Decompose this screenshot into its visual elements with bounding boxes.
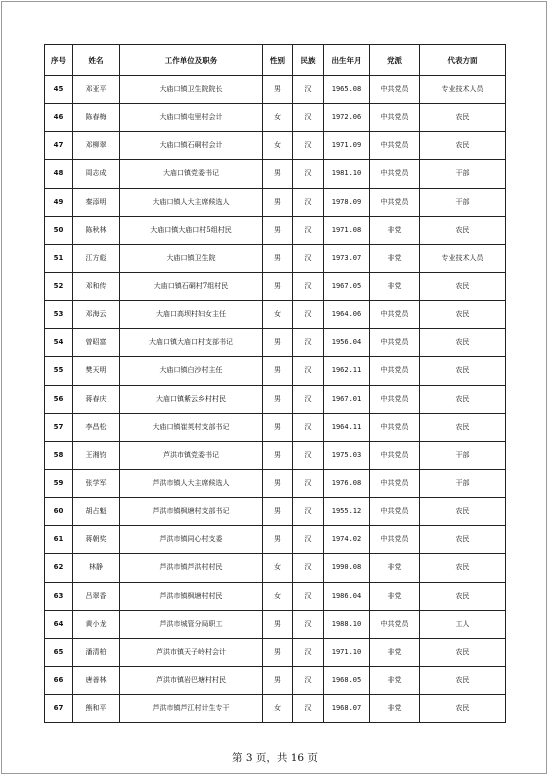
cell-dob: 1968.05 — [324, 666, 370, 694]
cell-name: 周志成 — [73, 160, 120, 188]
cell-gender: 男 — [263, 244, 293, 272]
cell-gender: 男 — [263, 469, 293, 497]
cell-seq: 46 — [45, 104, 73, 132]
cell-name: 李昌松 — [73, 413, 120, 441]
cell-name: 蒋朝奖 — [73, 526, 120, 554]
cell-party: 非党 — [370, 666, 420, 694]
header-dob: 出生年月 — [324, 45, 370, 76]
cell-party: 中共党员 — [370, 469, 420, 497]
cell-ethnicity: 汉 — [293, 329, 324, 357]
cell-seq: 45 — [45, 76, 73, 104]
cell-unit: 芦洪市镇芦洪村村民 — [120, 554, 263, 582]
cell-ethnicity: 汉 — [293, 498, 324, 526]
cell-gender: 女 — [263, 104, 293, 132]
cell-unit: 大庙口镇紫云乡村村民 — [120, 385, 263, 413]
header-seq: 序号 — [45, 45, 73, 76]
cell-unit: 芦洪市镇枫塘村村民 — [120, 582, 263, 610]
cell-dob: 1962.11 — [324, 357, 370, 385]
cell-party: 中共党员 — [370, 413, 420, 441]
cell-ethnicity: 汉 — [293, 695, 324, 723]
cell-ethnicity: 汉 — [293, 301, 324, 329]
cell-seq: 59 — [45, 469, 73, 497]
cell-unit: 大庙口高坝村妇女主任 — [120, 301, 263, 329]
table-row — [45, 610, 506, 638]
cell-dob: 1986.04 — [324, 582, 370, 610]
cell-name: 邓亚平 — [73, 76, 120, 104]
cell-seq: 50 — [45, 216, 73, 244]
cell-name: 胡占魁 — [73, 498, 120, 526]
cell-dob: 1955.12 — [324, 498, 370, 526]
table-row — [45, 132, 506, 160]
cell-dob: 1964.11 — [324, 413, 370, 441]
cell-sector: 干部 — [420, 188, 506, 216]
cell-party: 中共党员 — [370, 498, 420, 526]
cell-sector: 农民 — [420, 357, 506, 385]
table-row — [45, 498, 506, 526]
cell-ethnicity: 汉 — [293, 582, 324, 610]
cell-party: 中共党员 — [370, 160, 420, 188]
cell-party: 非党 — [370, 554, 420, 582]
cell-party: 中共党员 — [370, 357, 420, 385]
table-row — [45, 526, 506, 554]
header-gender: 性别 — [263, 45, 293, 76]
cell-gender: 女 — [263, 132, 293, 160]
cell-dob: 1978.09 — [324, 188, 370, 216]
cell-name: 王湘钧 — [73, 441, 120, 469]
table-row — [45, 216, 506, 244]
cell-ethnicity: 汉 — [293, 132, 324, 160]
header-name: 姓名 — [73, 45, 120, 76]
cell-unit: 大庙口镇屯里村会计 — [120, 104, 263, 132]
cell-party: 中共党员 — [370, 104, 420, 132]
cell-ethnicity: 汉 — [293, 188, 324, 216]
cell-party: 中共党员 — [370, 526, 420, 554]
cell-dob: 1965.08 — [324, 76, 370, 104]
cell-ethnicity: 汉 — [293, 76, 324, 104]
cell-unit: 大庙口镇大庙口村支部书记 — [120, 329, 263, 357]
cell-sector: 农民 — [420, 666, 506, 694]
cell-party: 中共党员 — [370, 188, 420, 216]
cell-ethnicity: 汉 — [293, 272, 324, 300]
cell-gender: 女 — [263, 554, 293, 582]
table-row — [45, 554, 506, 582]
cell-sector: 农民 — [420, 413, 506, 441]
cell-dob: 1975.03 — [324, 441, 370, 469]
cell-dob: 1968.07 — [324, 695, 370, 723]
cell-sector: 农民 — [420, 695, 506, 723]
cell-seq: 67 — [45, 695, 73, 723]
cell-sector: 专业技术人员 — [420, 244, 506, 272]
cell-seq: 53 — [45, 301, 73, 329]
cell-name: 邓柳翠 — [73, 132, 120, 160]
cell-unit: 大庙口镇石硐村会计 — [120, 132, 263, 160]
cell-party: 非党 — [370, 582, 420, 610]
cell-unit: 芦洪市镇同心村支委 — [120, 526, 263, 554]
page-number: 第 3 页，共 16 页 — [232, 752, 318, 764]
cell-sector: 农民 — [420, 301, 506, 329]
cell-unit: 大庙口镇石硐村7组村民 — [120, 272, 263, 300]
cell-name: 林静 — [73, 554, 120, 582]
cell-dob: 1990.08 — [324, 554, 370, 582]
table-row — [45, 104, 506, 132]
cell-ethnicity: 汉 — [293, 610, 324, 638]
cell-sector: 干部 — [420, 469, 506, 497]
cell-seq: 58 — [45, 441, 73, 469]
table-row — [45, 695, 506, 723]
table-row — [45, 638, 506, 666]
cell-sector: 农民 — [420, 526, 506, 554]
cell-sector: 农民 — [420, 104, 506, 132]
cell-name: 邓和传 — [73, 272, 120, 300]
cell-dob: 1972.06 — [324, 104, 370, 132]
cell-party: 非党 — [370, 272, 420, 300]
table-row — [45, 385, 506, 413]
cell-gender: 男 — [263, 413, 293, 441]
cell-sector: 农民 — [420, 329, 506, 357]
cell-sector: 农民 — [420, 132, 506, 160]
table-row — [45, 244, 506, 272]
cell-seq: 64 — [45, 610, 73, 638]
cell-unit: 大庙口镇卫生院 — [120, 244, 263, 272]
cell-seq: 52 — [45, 272, 73, 300]
cell-sector: 农民 — [420, 216, 506, 244]
cell-dob: 1974.02 — [324, 526, 370, 554]
cell-sector: 工人 — [420, 610, 506, 638]
cell-seq: 66 — [45, 666, 73, 694]
cell-unit: 芦洪市镇天子岭村会计 — [120, 638, 263, 666]
cell-unit: 芦洪市镇岩巴塘村村民 — [120, 666, 263, 694]
cell-sector: 农民 — [420, 638, 506, 666]
cell-name: 陈秋林 — [73, 216, 120, 244]
cell-ethnicity: 汉 — [293, 666, 324, 694]
cell-gender: 男 — [263, 216, 293, 244]
cell-seq: 51 — [45, 244, 73, 272]
cell-gender: 男 — [263, 272, 293, 300]
representative-roster-table — [44, 44, 506, 723]
cell-party: 中共党员 — [370, 610, 420, 638]
cell-party: 中共党员 — [370, 301, 420, 329]
cell-name: 熊和平 — [73, 695, 120, 723]
cell-party: 中共党员 — [370, 329, 420, 357]
cell-party: 非党 — [370, 216, 420, 244]
cell-name: 唐善林 — [73, 666, 120, 694]
cell-unit: 芦洪市镇枫塘村支部书记 — [120, 498, 263, 526]
cell-gender: 男 — [263, 610, 293, 638]
cell-dob: 1981.10 — [324, 160, 370, 188]
cell-gender: 男 — [263, 666, 293, 694]
header-unit: 工作单位及职务 — [120, 45, 263, 76]
header-sector: 代表方面 — [420, 45, 506, 76]
cell-name: 樊天明 — [73, 357, 120, 385]
cell-seq: 54 — [45, 329, 73, 357]
table-row — [45, 441, 506, 469]
cell-unit: 大庙口镇党委书记 — [120, 160, 263, 188]
cell-party: 非党 — [370, 244, 420, 272]
cell-seq: 62 — [45, 554, 73, 582]
cell-party: 中共党员 — [370, 385, 420, 413]
cell-gender: 男 — [263, 76, 293, 104]
cell-dob: 1973.07 — [324, 244, 370, 272]
cell-unit: 芦洪市镇人大主席候选人 — [120, 469, 263, 497]
cell-name: 曾昭富 — [73, 329, 120, 357]
cell-sector: 干部 — [420, 441, 506, 469]
table-row — [45, 188, 506, 216]
table-body — [45, 76, 506, 723]
table-row — [45, 329, 506, 357]
cell-unit: 大庙口镇卫生院院长 — [120, 76, 263, 104]
table-header-row — [45, 45, 506, 76]
cell-unit: 芦洪市镇党委书记 — [120, 441, 263, 469]
cell-ethnicity: 汉 — [293, 441, 324, 469]
cell-name: 吕翠香 — [73, 582, 120, 610]
cell-seq: 55 — [45, 357, 73, 385]
cell-dob: 1964.06 — [324, 301, 370, 329]
cell-party: 非党 — [370, 638, 420, 666]
cell-seq: 57 — [45, 413, 73, 441]
cell-sector: 农民 — [420, 554, 506, 582]
cell-sector: 农民 — [420, 385, 506, 413]
cell-party: 中共党员 — [370, 132, 420, 160]
table-row — [45, 301, 506, 329]
cell-ethnicity: 汉 — [293, 526, 324, 554]
table-row — [45, 666, 506, 694]
cell-ethnicity: 汉 — [293, 413, 324, 441]
cell-seq: 56 — [45, 385, 73, 413]
cell-dob: 1971.10 — [324, 638, 370, 666]
cell-sector: 农民 — [420, 582, 506, 610]
cell-dob: 1967.05 — [324, 272, 370, 300]
cell-name: 秦添明 — [73, 188, 120, 216]
cell-name: 蒋春庆 — [73, 385, 120, 413]
cell-ethnicity: 汉 — [293, 244, 324, 272]
cell-party: 中共党员 — [370, 441, 420, 469]
cell-gender: 男 — [263, 160, 293, 188]
cell-name: 陈春梅 — [73, 104, 120, 132]
cell-gender: 男 — [263, 526, 293, 554]
cell-dob: 1988.10 — [324, 610, 370, 638]
cell-ethnicity: 汉 — [293, 554, 324, 582]
cell-dob: 1967.01 — [324, 385, 370, 413]
cell-ethnicity: 汉 — [293, 160, 324, 188]
cell-dob: 1956.04 — [324, 329, 370, 357]
cell-name: 张学军 — [73, 469, 120, 497]
cell-sector: 农民 — [420, 498, 506, 526]
header-ethnicity: 民族 — [293, 45, 324, 76]
cell-gender: 女 — [263, 582, 293, 610]
cell-gender: 男 — [263, 188, 293, 216]
cell-dob: 1971.08 — [324, 216, 370, 244]
cell-gender: 男 — [263, 441, 293, 469]
table-row — [45, 357, 506, 385]
table-row — [45, 582, 506, 610]
cell-unit: 芦洪市城管分局职工 — [120, 610, 263, 638]
cell-unit: 大庙口镇大庙口村5组村民 — [120, 216, 263, 244]
cell-ethnicity: 汉 — [293, 216, 324, 244]
cell-seq: 60 — [45, 498, 73, 526]
cell-gender: 女 — [263, 695, 293, 723]
cell-name: 江方彪 — [73, 244, 120, 272]
cell-ethnicity: 汉 — [293, 104, 324, 132]
cell-unit: 大庙口镇崔英村支部书记 — [120, 413, 263, 441]
cell-gender: 男 — [263, 329, 293, 357]
cell-party: 非党 — [370, 695, 420, 723]
table-row — [45, 469, 506, 497]
cell-gender: 男 — [263, 357, 293, 385]
cell-dob: 1971.09 — [324, 132, 370, 160]
cell-sector: 干部 — [420, 160, 506, 188]
table-row — [45, 160, 506, 188]
table-row — [45, 413, 506, 441]
cell-ethnicity: 汉 — [293, 385, 324, 413]
cell-unit: 芦洪市镇芦江村计生专干 — [120, 695, 263, 723]
cell-seq: 47 — [45, 132, 73, 160]
cell-seq: 63 — [45, 582, 73, 610]
cell-name: 黄小龙 — [73, 610, 120, 638]
cell-gender: 男 — [263, 638, 293, 666]
cell-sector: 农民 — [420, 272, 506, 300]
cell-gender: 男 — [263, 498, 293, 526]
cell-ethnicity: 汉 — [293, 638, 324, 666]
header-party: 党派 — [370, 45, 420, 76]
cell-gender: 男 — [263, 385, 293, 413]
cell-name: 邓海云 — [73, 301, 120, 329]
cell-ethnicity: 汉 — [293, 469, 324, 497]
cell-unit: 大庙口镇白沙村主任 — [120, 357, 263, 385]
cell-seq: 49 — [45, 188, 73, 216]
cell-gender: 女 — [263, 301, 293, 329]
cell-party: 中共党员 — [370, 76, 420, 104]
cell-unit: 大庙口镇人大主席候选人 — [120, 188, 263, 216]
cell-name: 潘清柏 — [73, 638, 120, 666]
table-row — [45, 76, 506, 104]
table-row — [45, 272, 506, 300]
cell-dob: 1976.08 — [324, 469, 370, 497]
cell-seq: 61 — [45, 526, 73, 554]
cell-seq: 65 — [45, 638, 73, 666]
cell-seq: 48 — [45, 160, 73, 188]
cell-ethnicity: 汉 — [293, 357, 324, 385]
cell-sector: 专业技术人员 — [420, 76, 506, 104]
